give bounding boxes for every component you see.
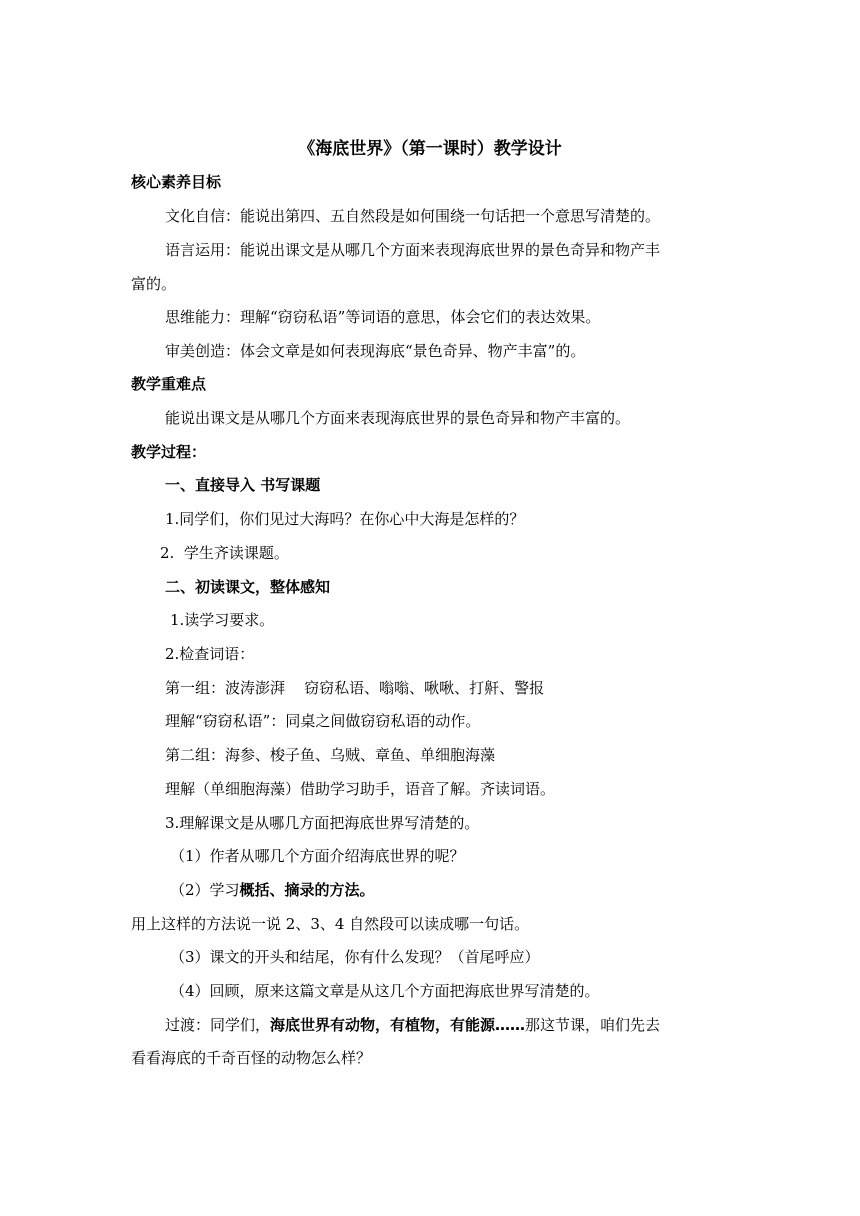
section1-item2: 2. 学生齐读课题。 bbox=[160, 544, 289, 562]
section2-item1: 1.读学习要求。 bbox=[170, 611, 275, 629]
transition-prefix: 过渡：同学们， bbox=[165, 1016, 271, 1034]
section2-item3: 3.理解课文是从哪几方面把海底世界写清楚的。 bbox=[165, 814, 480, 832]
sub-question2 bbox=[170, 879, 375, 901]
sub-question2-prefix: （2）学习 bbox=[170, 881, 240, 899]
goal-aesthetic: 审美创造：体会文章是如何表现海底“景色奇异、物产丰富”的。 bbox=[165, 342, 586, 360]
vocab-group2: 第二组：海参、梭子鱼、乌贼、章鱼、单细胞海藻 bbox=[165, 746, 496, 764]
vocab-group2-note: 理解（单细胞海藻）借助学习助手，语音了解。齐读词语。 bbox=[165, 780, 556, 798]
sub-question2-bold: 概括、摘录的方法。 bbox=[239, 881, 375, 899]
transition-line1 bbox=[165, 1014, 660, 1036]
goal-language-line1: 语言运用：能说出课文是从哪几个方面来表现海底世界的景色奇异和物产丰 bbox=[165, 241, 661, 259]
transition-bold: 海底世界有动物，有植物，有能源…… bbox=[270, 1016, 526, 1034]
transition-suffix: 那这节课，咱们先去 bbox=[525, 1016, 661, 1034]
sub-question4: （4）回顾，原来这篇文章是从这几个方面把海底世界写清楚的。 bbox=[170, 982, 600, 1000]
goal-language-line2: 富的。 bbox=[131, 275, 177, 293]
vocab-group1-note: 理解“窃窃私语”：同桌之间做窃窃私语的动作。 bbox=[165, 712, 481, 730]
goals-heading: 核心素养目标 bbox=[131, 173, 222, 191]
section2-heading: 二、初读课文，整体感知 bbox=[165, 578, 331, 596]
goal-culture: 文化自信：能说出第四、五自然段是如何围绕一句话把一个意思写清楚的。 bbox=[165, 207, 661, 225]
transition-line2: 看看海底的千奇百怪的动物怎么样？ bbox=[131, 1049, 372, 1067]
goal-thinking: 思维能力：理解“窃窃私语”等词语的意思，体会它们的表达效果。 bbox=[165, 308, 601, 326]
vocab-group1: 第一组：波涛澎湃 窃窃私语、嗡嗡、啾啾、打鼾、警报 bbox=[165, 679, 545, 697]
section1-heading: 一、直接导入 书写课题 bbox=[165, 476, 321, 494]
sub-question1: （1）作者从哪几个方面介绍海底世界的呢？ bbox=[170, 847, 465, 865]
key-points-heading: 教学重难点 bbox=[131, 375, 207, 393]
sub-question3: （3）课文的开头和结尾，你有什么发现？（首尾呼应） bbox=[170, 948, 540, 966]
section1-item1: 1.同学们，你们见过大海吗？在你心中大海是怎样的？ bbox=[165, 510, 525, 528]
key-points-text: 能说出课文是从哪几个方面来表现海底世界的景色奇异和物产丰富的。 bbox=[165, 409, 631, 427]
method-instruction: 用上这样的方法说一说 2、3、4 自然段可以读成哪一句话。 bbox=[131, 915, 530, 933]
document-title: 《海底世界》（第一课时）教学设计 bbox=[298, 139, 562, 159]
section2-item2: 2.检查词语： bbox=[165, 645, 255, 663]
process-heading: 教学过程： bbox=[131, 443, 207, 461]
